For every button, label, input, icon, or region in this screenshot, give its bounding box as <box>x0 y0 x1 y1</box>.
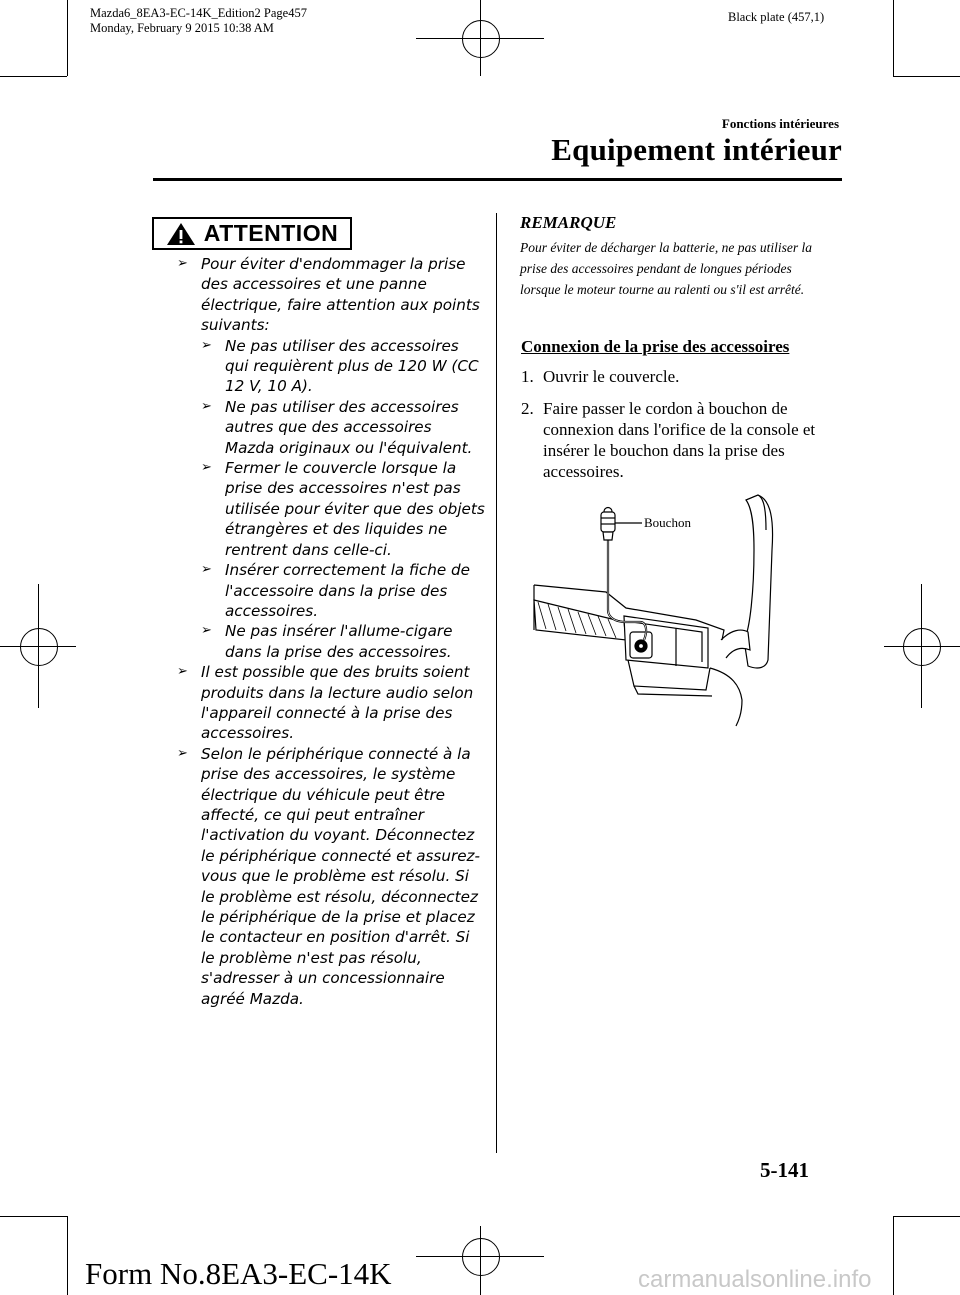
caution-subitem <box>201 560 485 621</box>
step-text: Faire passer le cordon à bouchon de connexion dans l'orifice de la console et insérer le bouchon dans la prise des accessoires. <box>543 399 816 481</box>
page-number: 5-141 <box>760 1158 809 1182</box>
caution-subitem-text: Fermer le couvercle lorsque la prise des accessoires n'est pas utilisée pour éviter que des objets étrangères et des liquides ne rentrent dans celle-ci. <box>225 459 485 559</box>
note-text: Pour éviter de décharger la batterie, ne pas utiliser la prise des accessoires pendant de longues périodes lorsque le moteur tourne au ralenti ou s'il est arrêté. <box>520 240 812 297</box>
caution-list <box>167 254 485 1009</box>
plate-info-line1: Mazda6_8EA3-EC-14K_Edition2 Page457 <box>90 6 307 20</box>
caution-subitem-text: Ne pas utiliser des accessoires autres que des accessoires Mazda originaux ou l'équivalent. <box>225 397 473 457</box>
watermark: carmanualsonline.info <box>638 1266 872 1293</box>
header-rule <box>153 178 842 181</box>
caution-item <box>167 662 485 744</box>
caution-item-text: Pour éviter d'endommager la prise des accessoires et une panne électrique, faire attention aux points suivants: <box>201 255 480 335</box>
caution-subitem-text: Ne pas utiliser des accessoires qui requièrent plus de 120 W (CC 12 V, 10 A). <box>225 336 479 396</box>
step-number: 2. <box>521 399 534 418</box>
step-text: Ouvrir le couvercle. <box>543 367 680 386</box>
section-title: Equipement intérieur <box>551 132 842 167</box>
connection-steps <box>521 366 841 493</box>
caution-item <box>167 254 485 662</box>
caution-item <box>167 744 485 1009</box>
caution-subitem <box>201 458 485 560</box>
column-divider <box>496 213 497 1153</box>
section-label: Fonctions intérieures <box>721 116 839 131</box>
attention-label: ATTENTION <box>203 220 339 246</box>
plate-info <box>90 6 307 36</box>
warning-triangle-icon <box>166 222 196 246</box>
caution-subitem-text: Insérer correctement la fiche de l'accessoire dans la prise des accessoires. <box>225 561 470 620</box>
step-item <box>521 366 841 387</box>
caution-subitem <box>201 621 485 662</box>
step-item <box>521 398 841 482</box>
step-number: 1. <box>521 367 534 386</box>
plate-info-line2: Monday, February 9 2015 10:38 AM <box>90 21 274 35</box>
form-number: Form No.8EA3-EC-14K <box>85 1256 392 1291</box>
black-plate-label: Black plate (457,1) <box>728 10 825 24</box>
attention-box <box>152 217 352 250</box>
caution-subitem <box>201 336 485 397</box>
caution-item-text: Selon le périphérique connecté à la prise des accessoires, le système électrique du véhicule peut être affecté, ce qui peut entraîner l'activation du voyant. Déconnectez le périphérique connecté et assurez-vous que le problème est résolu. Si le problème est résolu, déconnectez le périphérique de la prise et placez le contacteur en position d'arrêt. Si le problème n'est pas résolu, s'adresser à un concessionnaire agréé Mazda. <box>201 744 480 1008</box>
connection-heading: Connexion de la prise des accessoires <box>521 337 790 356</box>
callout-bouchon: Bouchon <box>644 515 691 530</box>
caution-subitem <box>201 397 485 458</box>
caution-item-text: Il est possible que des bruits soient produits dans la lecture audio selon l'appareil connecté à la prise des accessoires. <box>201 663 474 743</box>
note-title: REMARQUE <box>520 213 617 232</box>
caution-subitem-text: Ne pas insérer l'allume-cigare dans la prise des accessoires. <box>225 622 453 661</box>
